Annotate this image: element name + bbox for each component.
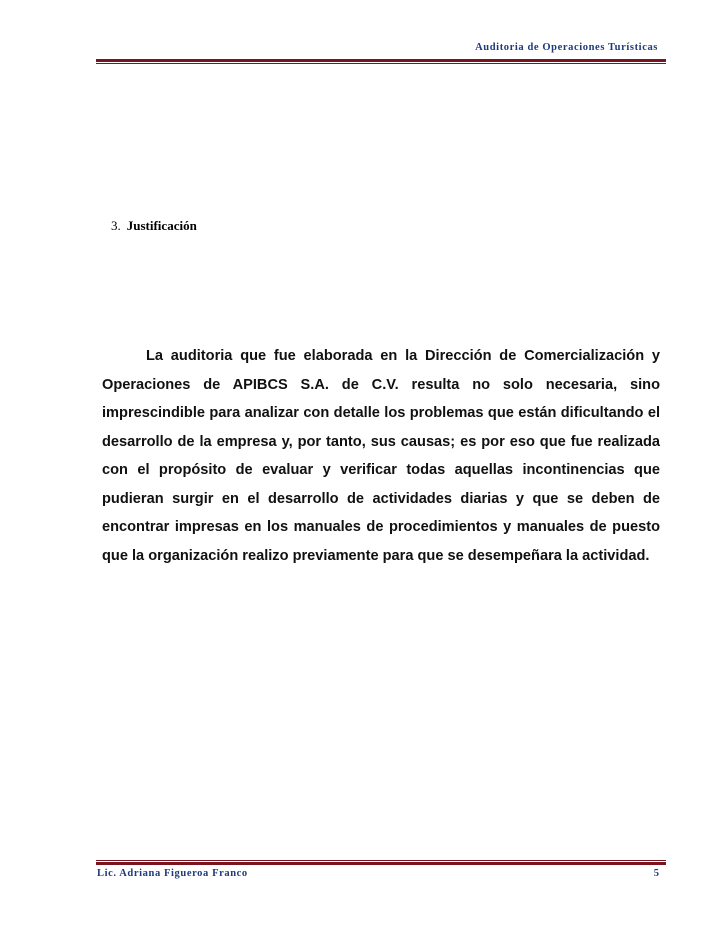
body-paragraph: La auditoria que fue elaborada en la Dirección de Comercialización y Operaciones de APIBCS S.A. de C.V. resulta no solo necesaria, sino imprescindible para analizar con detalle los problemas que están dificultando el desarrollo de la empresa y, por tanto, sus causas; es por eso que fue realizada con el propósito de evaluar y verificar todas aquellas incontinencias que pudieran surgir en el desarrollo de actividades diarias y que se deben de encontrar impresas en los manuales de procedimientos y manuales de puesto que la organización realizo previamente para que se desempeñara la actividad. bbox=[102, 348, 660, 564]
section-number: 3. bbox=[111, 218, 121, 233]
section-title: Justificación bbox=[126, 218, 197, 233]
header-divider bbox=[96, 59, 666, 64]
section-heading bbox=[111, 218, 197, 234]
page-header-title: Auditoria de Operaciones Turísticas bbox=[475, 42, 658, 53]
page-number: 5 bbox=[653, 868, 659, 879]
footer-divider bbox=[96, 860, 666, 865]
footer-author: Lic. Adriana Figueroa Franco bbox=[97, 868, 248, 879]
